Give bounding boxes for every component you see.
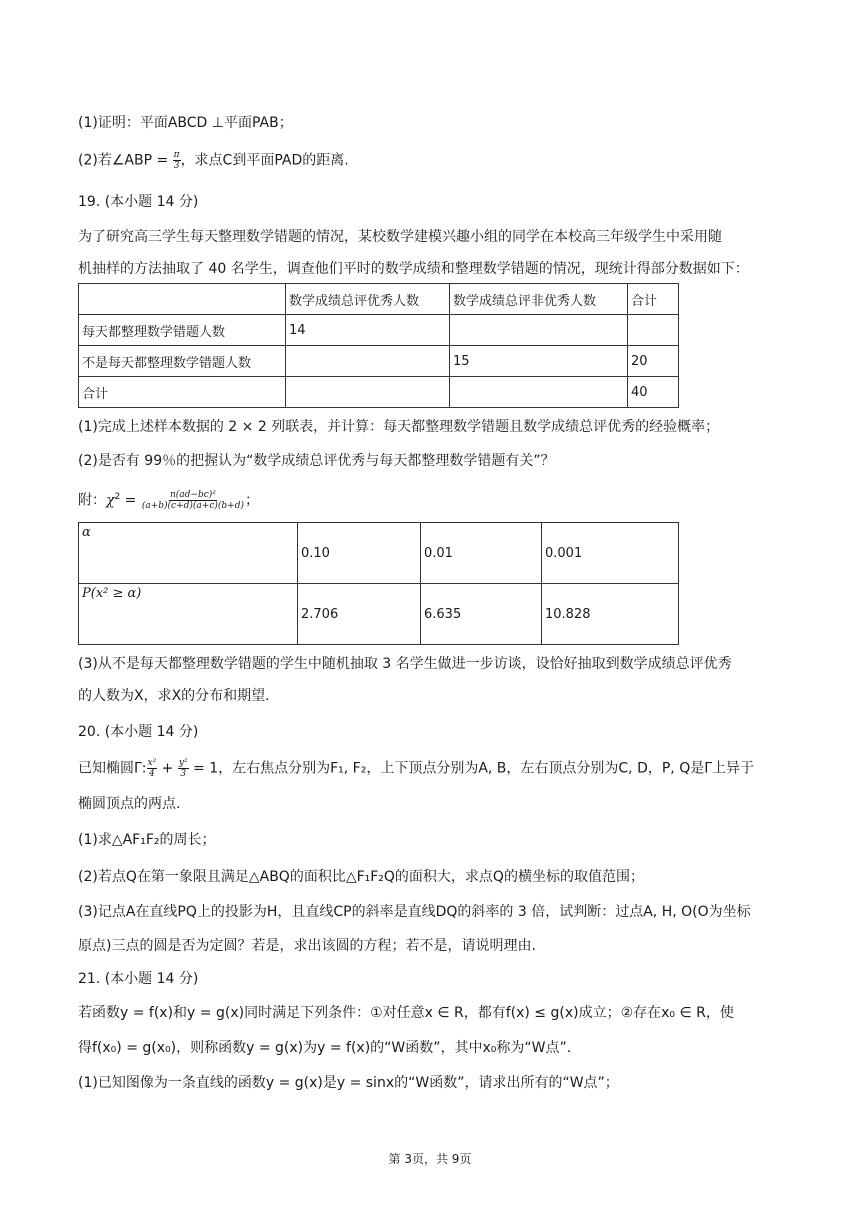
q21-title: 21. (本小题 14 分) bbox=[78, 971, 199, 987]
q20-part1: (1)求△AF₁F₂的周长； bbox=[78, 832, 216, 848]
chi-square-formula: 附：$\chi^2$ = $\frac{\text{n(ad−bc)²}}{(a+b)(c+d)(a+c)(b+d)}$ ； bbox=[78, 490, 259, 511]
q20-intro-line2: 椭圆顶点的两点. bbox=[78, 796, 181, 812]
table-cell bbox=[450, 315, 628, 346]
table-cell: 合计 bbox=[79, 377, 286, 408]
table-row bbox=[79, 523, 679, 584]
critical-value-table bbox=[78, 522, 679, 645]
table-cell: 20 bbox=[628, 346, 679, 377]
table-header-row bbox=[79, 284, 679, 315]
table-cell: 0.01 bbox=[421, 523, 542, 584]
table-cell: 不是每天都整理数学错题人数 bbox=[79, 346, 286, 377]
table-cell: 6.635 bbox=[421, 584, 542, 645]
q20-part3-line2: 原点)三点的圆是否为定圆？若是，求出该圆的方程；若不是，请说明理由. bbox=[78, 938, 536, 954]
table-row bbox=[79, 377, 679, 408]
table-cell: 14 bbox=[286, 315, 450, 346]
q19-part3-line1: (3)从不是每天都整理数学错题的学生中随机抽取 3 名学生做进一步访谈，设恰好抽取到数学成绩总评优秀 bbox=[78, 656, 732, 672]
page-footer: 第 3页，共 9页 bbox=[388, 1152, 472, 1166]
table-cell: α bbox=[79, 523, 298, 584]
q19-title: 19. (本小题 14 分) bbox=[78, 194, 199, 210]
table-cell: 数学成绩总评非优秀人数 bbox=[450, 284, 628, 315]
table-row bbox=[79, 315, 679, 346]
q19-part2: (2)是否有 99％的把握认为“数学成绩总评优秀与每天都整理数学错题有关”？ bbox=[78, 453, 555, 469]
q21-intro-line2: 得f(x₀) = g(x₀)，则称函数y = g(x)为y = f(x)的“W函数”，其中x₀称为“W点”. bbox=[78, 1040, 572, 1056]
table-row bbox=[79, 346, 679, 377]
table-cell: 15 bbox=[450, 346, 628, 377]
table-cell: 2.706 bbox=[298, 584, 421, 645]
table-cell: 0.001 bbox=[542, 523, 679, 584]
table-cell bbox=[628, 315, 679, 346]
q20-part3-line1: (3)记点A在直线PQ上的投影为H，且直线CP的斜率是直线DQ的斜率的 3 倍，试判断：过点A, H, O(O为坐标 bbox=[78, 904, 751, 920]
q18-part1: (1)证明：平面ABCD ⊥平面PAB； bbox=[78, 115, 293, 131]
table-cell bbox=[79, 284, 286, 315]
table-cell: 合计 bbox=[628, 284, 679, 315]
q21-part1: (1)已知图像为一条直线的函数y = g(x)是y = sinx的“W函数”，请求出所有的“W点”； bbox=[78, 1075, 619, 1091]
y2-over-3-fraction: $\frac{\text{y²}}{3}$ bbox=[178, 758, 188, 779]
q20-part2: (2)若点Q在第一象限且满足△ABQ的面积比△F₁F₂Q的面积大，求点Q的横坐标的取值范围； bbox=[78, 869, 644, 885]
table-cell: 数学成绩总评优秀人数 bbox=[286, 284, 450, 315]
x2-over-4-fraction: $\frac{\text{x²}}{4}$ bbox=[147, 758, 157, 779]
table-cell bbox=[450, 377, 628, 408]
table-cell bbox=[286, 377, 450, 408]
chi-square-fraction: $\frac{\text{n(ad−bc)²}}{(a+b)(c+d)(a+c)(b+d)}$ bbox=[141, 490, 244, 511]
table-cell: 每天都整理数学错题人数 bbox=[79, 315, 286, 346]
pi-over-3-fraction: $\frac{\pi}{3}$ bbox=[173, 150, 180, 171]
table-row bbox=[79, 584, 679, 645]
q20-title: 20. (本小题 14 分) bbox=[78, 724, 199, 740]
q21-intro-line1: 若函数y = f(x)和y = g(x)同时满足下列条件：①对任意x ∈ R，都有f(x) ≤ g(x)成立；②存在x₀ ∈ R，使 bbox=[78, 1005, 734, 1021]
table-cell: 40 bbox=[628, 377, 679, 408]
q19-part1: (1)完成上述样本数据的 2 × 2 列联表，并计算：每天都整理数学错题且数学成绩总评优秀的经验概率； bbox=[78, 419, 720, 435]
table-cell: 10.828 bbox=[542, 584, 679, 645]
q19-part3-line2: 的人数为X，求X的分布和期望. bbox=[78, 688, 270, 704]
table-cell bbox=[286, 346, 450, 377]
q19-intro-line2: 机抽样的方法抽取了 40 名学生，调查他们平时的数学成绩和整理数学错题的情况，现统计得部分数据如下： bbox=[78, 261, 749, 277]
contingency-table bbox=[78, 283, 679, 408]
q18-part2: (2)若∠ABP = $\frac{\pi}{3}$ ，求点C到平面PAD的距离. bbox=[78, 150, 349, 171]
table-cell: P(x² ≥ α) bbox=[79, 584, 298, 645]
table-cell: 0.10 bbox=[298, 523, 421, 584]
q19-intro-line1: 为了研究高三学生每天整理数学错题的情况，某校数学建模兴趣小组的同学在本校高三年级学生中采用随 bbox=[78, 229, 722, 245]
q20-intro-line1: 已知椭圆Γ: $\frac{\text{x²}}{4}$ + $\frac{\text{y²}}{3}$ = 1，左右焦点分别为F₁, F₂，上下顶点分别为A, B，左右顶点分别为C, D，P, Q是Γ上异于 bbox=[78, 758, 755, 779]
